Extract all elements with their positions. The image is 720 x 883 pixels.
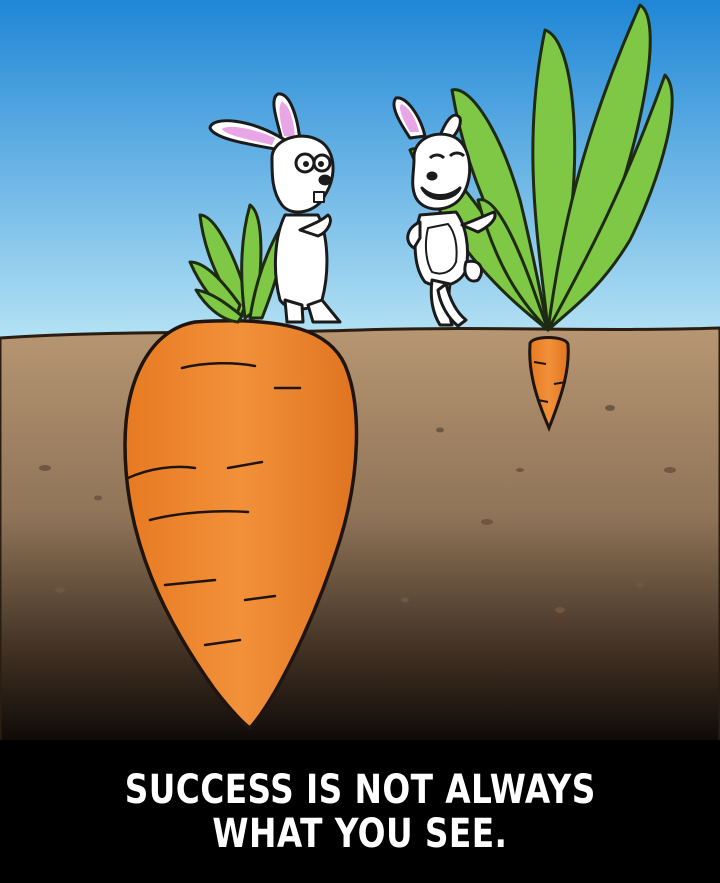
soil <box>0 328 720 745</box>
caption-line-1: SUCCESS IS NOT ALWAYS <box>124 766 596 813</box>
caption-line-2: WHAT YOU SEE. <box>212 810 508 857</box>
caption-banner <box>0 740 720 883</box>
